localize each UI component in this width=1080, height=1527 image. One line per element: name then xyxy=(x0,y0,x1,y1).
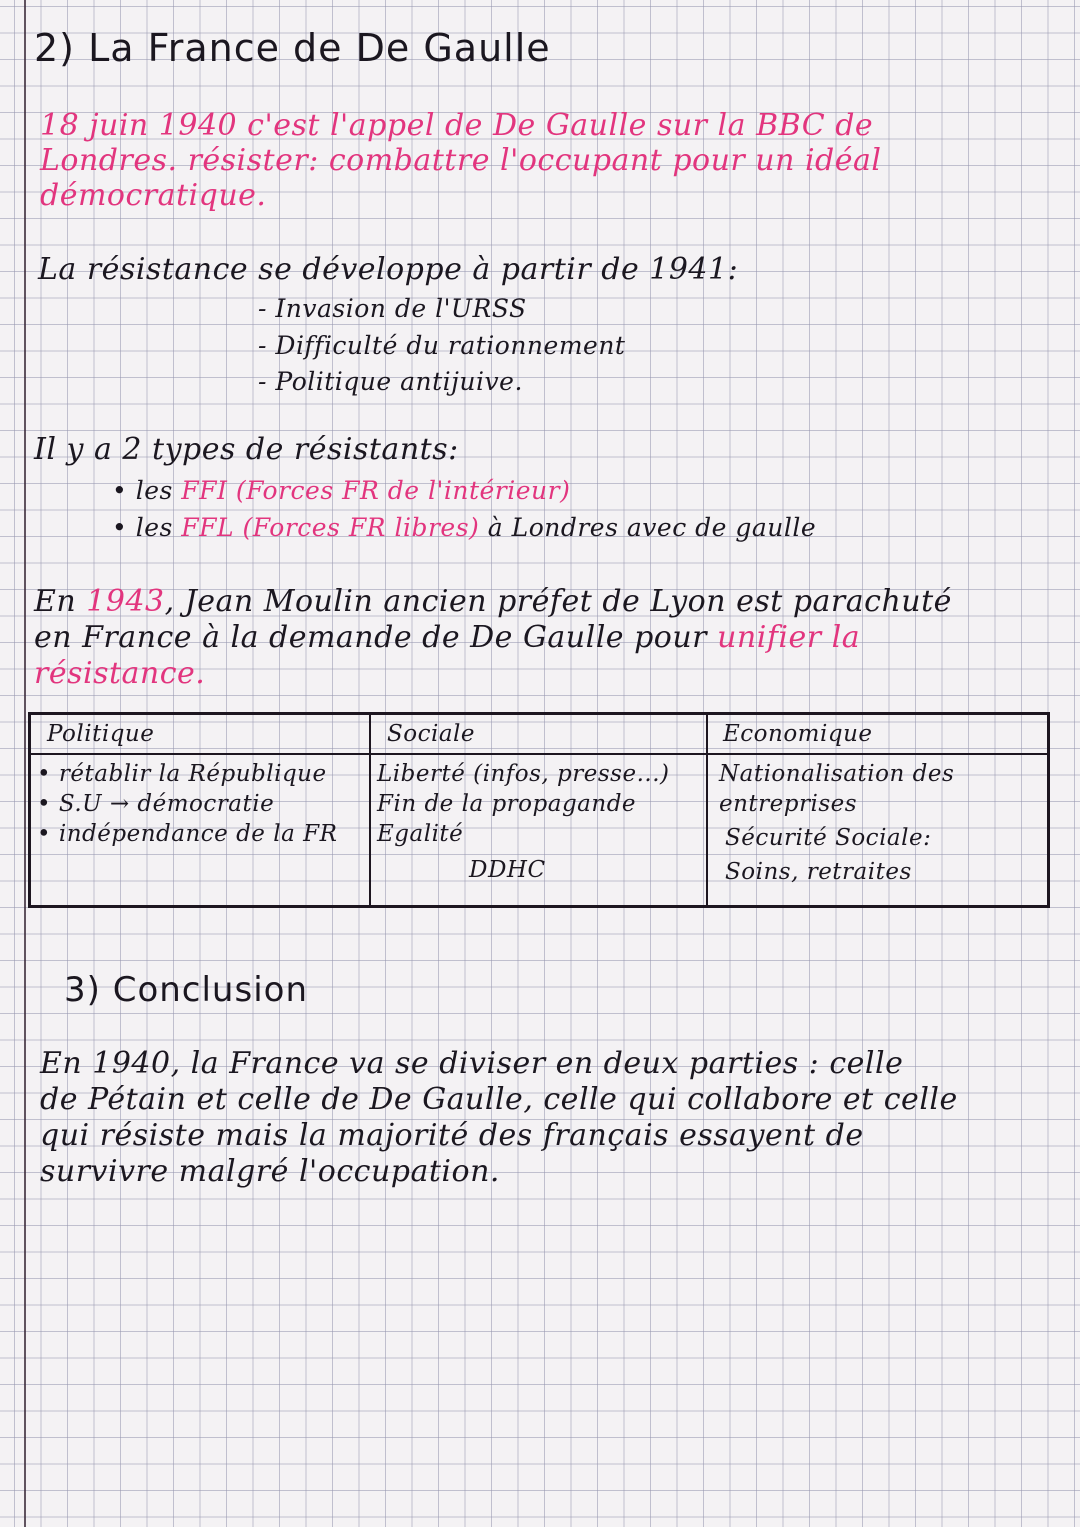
table-cell: Soins, retraites xyxy=(725,859,912,885)
types-abbr: FFI xyxy=(181,476,228,505)
table-cell: • rétablir la République xyxy=(37,761,327,787)
types-prefix: les xyxy=(135,476,173,505)
moulin-highlight: unifier la xyxy=(717,620,861,655)
table-cell: DDHC xyxy=(469,857,546,883)
table-header-politique: Politique xyxy=(47,721,155,747)
table-cell: • S.U → démocratie xyxy=(37,791,275,817)
table-cell: • indépendance de la FR xyxy=(37,821,338,847)
conclusion-line: En 1940, la France va se diviser en deux parties : celle xyxy=(40,1046,904,1081)
conclusion-heading: 3) Conclusion xyxy=(64,970,308,1010)
moulin-line-3: résistance. xyxy=(34,656,206,691)
types-extra: à Londres avec de gaulle xyxy=(487,513,817,542)
moulin-text: en France à la demande de De Gaulle pour xyxy=(34,620,708,655)
bullet: • xyxy=(112,513,128,542)
table-cell: Liberté (infos, presse...) xyxy=(377,761,670,787)
bullet: • xyxy=(112,476,128,505)
types-item-ffi xyxy=(112,476,570,505)
intro-line-3: démocratique. xyxy=(40,178,267,213)
moulin-line-2 xyxy=(34,620,860,655)
table-header-divider xyxy=(31,753,1047,755)
moulin-line-1 xyxy=(34,584,952,619)
table-header-sociale: Sociale xyxy=(387,721,476,747)
notebook-margin-line xyxy=(24,0,26,1527)
intro-line-2: Londres. résister: combattre l'occupant pour un idéal xyxy=(40,143,882,178)
types-prefix: les xyxy=(135,513,173,542)
types-abbr: FFL xyxy=(181,513,235,542)
moulin-year: 1943 xyxy=(86,584,165,619)
types-heading: Il y a 2 types de résistants: xyxy=(34,432,459,467)
development-item: - Politique antijuive. xyxy=(258,367,523,396)
table-header-economique: Economique xyxy=(723,721,873,747)
development-heading: La résistance se développe à partir de 1941: xyxy=(38,252,739,287)
types-detail: (Forces FR libres) xyxy=(242,513,480,542)
reforms-table xyxy=(28,712,1050,908)
conclusion-line: survivre malgré l'occupation. xyxy=(40,1154,500,1189)
development-item: - Difficulté du rationnement xyxy=(258,331,626,360)
moulin-text: , Jean Moulin ancien préfet de Lyon est parachuté xyxy=(164,584,952,619)
table-column-divider xyxy=(369,715,371,905)
conclusion-line: qui résiste mais la majorité des français essayent de xyxy=(40,1118,864,1153)
development-item: - Invasion de l'URSS xyxy=(258,294,527,323)
table-cell: entreprises xyxy=(719,791,858,817)
table-cell: Egalité xyxy=(377,821,464,847)
table-column-divider xyxy=(706,715,708,905)
types-detail: (Forces FR de l'intérieur) xyxy=(235,476,571,505)
section-title: 2) La France de De Gaulle xyxy=(34,26,551,70)
table-cell: Nationalisation des xyxy=(719,761,955,787)
intro-line-1: 18 juin 1940 c'est l'appel de De Gaulle sur la BBC de xyxy=(40,108,874,143)
table-cell: Sécurité Sociale: xyxy=(725,825,932,851)
moulin-text: En xyxy=(34,584,77,619)
table-cell: Fin de la propagande xyxy=(377,791,637,817)
types-item-ffl xyxy=(112,513,816,542)
conclusion-line: de Pétain et celle de De Gaulle, celle qui collabore et celle xyxy=(40,1082,958,1117)
